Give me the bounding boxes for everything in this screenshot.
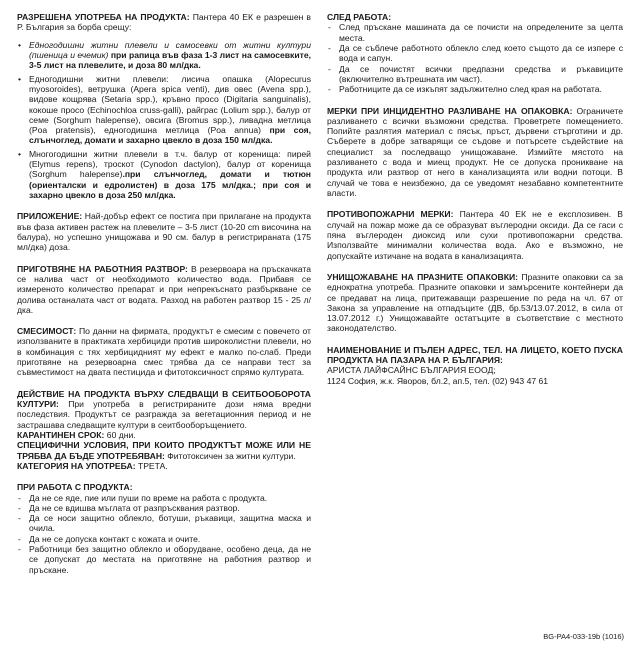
action-paragraph: ДЕЙСТВИЕ НА ПРОДУКТА ВЪРХУ СЛЕДВАЩИ В СЕИТБООБОРОТА КУЛТУРИ: При употреба в регистрираните дози няма вредни последствия. Продуктът се разгражда за вегетационния период и не застрашава следващите култури в сеитбооборъщението. <box>17 388 311 430</box>
authorization-text: Пантера 40 ЕК е разрешен в Р. България за борба срещу: <box>17 12 311 33</box>
conditions-heading: СПЕЦИФИЧНИ УСЛОВИЯ, ПРИ КОИТО ПРОДУКТЪТ МОЖЕ ИЛИ НЕ ТРЯБВА ДА БЪДЕ УПОТРЕБЯВАН: <box>17 440 311 461</box>
uses-list <box>17 40 311 201</box>
quarantine-heading: КАРАНТИНЕН СРОК: <box>17 429 105 440</box>
quarantine-paragraph: КАРАНТИНЕН СРОК: 60 дни. <box>17 429 136 440</box>
authorization-paragraph <box>17 12 311 33</box>
application-heading: ПРИЛОЖЕНИЕ: <box>17 211 83 222</box>
after-work-list <box>327 22 623 94</box>
list-item: - Да се съблече работното облекло след което същото да се изпере с вода и сапун. <box>327 43 623 64</box>
list-item: - Работниците да се изкъпят задължително след края на работата. <box>327 84 623 94</box>
conditions-paragraph: СПЕЦИФИЧНИ УСЛОВИЯ, ПРИ КОИТО ПРОДУКТЪТ МОЖЕ ИЛИ НЕ ТРЯБВА ДА БЪДЕ УПОТРЕБЯВАН: Фитотоксичен за житни култури. <box>17 440 311 461</box>
use-item: • Едногодишни житни плевели и самосевки от житни култури (пшеница и ечемик) при рапица във фаза 1-3 лист на самосевките, 3-5 лист на плевелите, и доза 80 мл/дка. <box>17 40 311 71</box>
compatibility-heading: СМЕСИМОСТ: <box>17 326 77 337</box>
left-column <box>17 12 311 575</box>
during-work-list <box>17 493 311 576</box>
list-item: - Да не се допуска контакт с кожата и очите. <box>17 534 311 544</box>
action-heading: ДЕЙСТВИЕ НА ПРОДУКТА ВЪРХУ СЛЕДВАЩИ В СЕИТБООБОРОТА КУЛТУРИ: <box>17 388 311 409</box>
fire-heading: ПРОТИВОПОЖАРНИ МЕРКИ: <box>327 209 454 220</box>
category-heading: КАТЕГОРИЯ НА УПОТРЕБА: <box>17 460 136 471</box>
list-item: - Да не се вдишва мъглата от разпръсквания разтвор. <box>17 503 311 513</box>
disposal-heading: УНИЩОЖАВАНЕ НА ПРАЗНИТЕ ОПАКОВКИ: <box>327 271 519 282</box>
preparation-paragraph: ПРИГОТВЯНЕ НА РАБОТНИЯ РАЗТВОР: В резервоара на пръскачката се налива част от необходимото количество вода. Прибавя се измереното количество препарат и при непрекъснато разбъркване се долива останалата част от водата. Разход на работен разтвор 15 - 25 л/дка. <box>17 263 311 315</box>
disposal-paragraph: УНИЩОЖАВАНЕ НА ПРАЗНИТЕ ОПАКОВКИ: Празните опаковки са за еднократна употреба. Празните опаковки и замърсените контейнери да се предават на лица, притежаващи разрешение по реда на чл. 67 от Закона за управление на отпадъците (ДВ, бр.53/13.07.2012, в сила от 13.07.2012 г.) Унищожавайте остатъците в съответствие с местното законодателство. <box>327 271 623 334</box>
company-address: 1124 София, ж.к. Яворов, бл.2, ап.5, тел. (02) 943 47 61 <box>327 375 549 386</box>
category-paragraph: КАТЕГОРИЯ НА УПОТРЕБА: ТРЕТА. <box>17 460 168 471</box>
use-item: • Многогодишни житни плевели в т.ч. балур от коренища: пирей (Elymus repens), троскот (Cynodon dactylon), балур от коренища (Sorghum halepense).при слънчоглед, домати и тютюн (ориенталски и едролистен) в доза 175 мл/дка.; при соя и захарно цвекло в доза 250 мл/дка. <box>17 149 311 201</box>
list-item: - Да се носи защитно облекло, ботуши, ръкавици, защитна маска и очила. <box>17 513 311 534</box>
spill-heading: МЕРКИ ПРИ ИНЦИДЕНТНО РАЗЛИВАНЕ НА ОПАКОВКА: <box>327 105 573 116</box>
use-item: • Едногодишни житни плевели: лисича опашка (Alopecurus myosoroides), ветрушка (Apera spica venti), див овес (Avena spp.), видове кощрява (Setaria spp.), кръвно просо (Digitaria sanguinalis), кокоше просо (Echinochloa cruss-galli), райграс (Lolium spp.), балур от семе (Sorghum halepense), овсига (Bromus spp.), ливадна метлица (Poa pratensis), едногодишна метлица (Poa annua) при соя, слънчоглед, домати и захарно цвекло в доза 150 мл/дка. <box>17 74 311 146</box>
company-heading: НАИМЕНОВАНИЕ И ПЪЛЕН АДРЕС, ТЕЛ. НА ЛИЦЕТО, КОЕТО ПУСКА ПРОДУКТА НА ПАЗАРА НА Р. БЪЛГАРИЯ: <box>327 344 623 366</box>
list-item: - След пръскане машината да се почисти на определените за целта места. <box>327 22 623 43</box>
list-item: - Да не се яде, пие или пуши по време на работа с продукта. <box>17 493 311 503</box>
preparation-heading: ПРИГОТВЯНЕ НА РАБОТНИЯ РАЗТВОР: <box>17 263 188 274</box>
authorization-heading: РАЗРЕШЕНА УПОТРЕБА НА ПРОДУКТА: <box>17 12 190 22</box>
after-work-heading: СЛЕД РАБОТА: <box>327 12 392 22</box>
company-name: АРИСТА ЛАЙФСАЙНС БЪЛГАРИЯ ЕООД; <box>327 365 496 376</box>
document-code: BG-PA4-033-19b (1016) <box>543 632 624 641</box>
application-paragraph: ПРИЛОЖЕНИЕ: Най-добър ефект се постига при прилагане на продукта във фаза активен растеж на плевелите – 3-5 лист (10-20 cm височина на балура), но успешно унищожава и 90 см. балур в регистрираната (175 мл/дка) доза. <box>17 211 311 253</box>
list-item: - Да се почистят всички предпазни средства и ръкавиците (включително вътрешната им част). <box>327 64 623 85</box>
during-work-heading: ПРИ РАБОТА С ПРОДУКТА: <box>17 482 133 493</box>
right-column <box>327 12 623 386</box>
fire-paragraph: ПРОТИВОПОЖАРНИ МЕРКИ: Пантера 40 ЕК не е експлозивен. В случай на пожар може да се образуват въглеродни оксиди. Да се гаси с пяна въглероден диоксид или сухи противопожарни средства. Използвайте минимални количества вода. Ако е възможно, не допускайте изтичане на водата в канализацията. <box>327 209 623 261</box>
list-item: - Работници без защитно облекло и оборудване, особено деца, да не се допускат до местата на приготвяне на работния разтвор и пръскане. <box>17 544 311 575</box>
spill-paragraph: МЕРКИ ПРИ ИНЦИДЕНТНО РАЗЛИВАНЕ НА ОПАКОВКА: Ограничете разливането с всички възможни средства. Проветрете помещението. Попийте разлятия материал с пясък, пръст, дървени стърготини и др. Съберете в добре затварящи се съдове и потърсете съдействие на специалист за последващо унищожаване. Измийте мястото на разливането с вода и миещ продукт. Не се допуска проникване на продукта или разтвор от него в канализацията или водни потоци. В случай че това е неизбежно, да се уведомят незабавно компетентните власти. <box>327 105 623 198</box>
compatibility-paragraph: СМЕСИМОСТ: По данни на фирмата, продуктът е смесим с повечето от използваните в практиката хербициди против широколистни плевели, но в комбинация с тях хербицидният му ефект е малко по-слаб. Преди приготвяне на резервоарна смес трябва да се направи тест за съвместимост на двата пестицида и фитотоксичност спрямо културата. <box>17 326 311 378</box>
